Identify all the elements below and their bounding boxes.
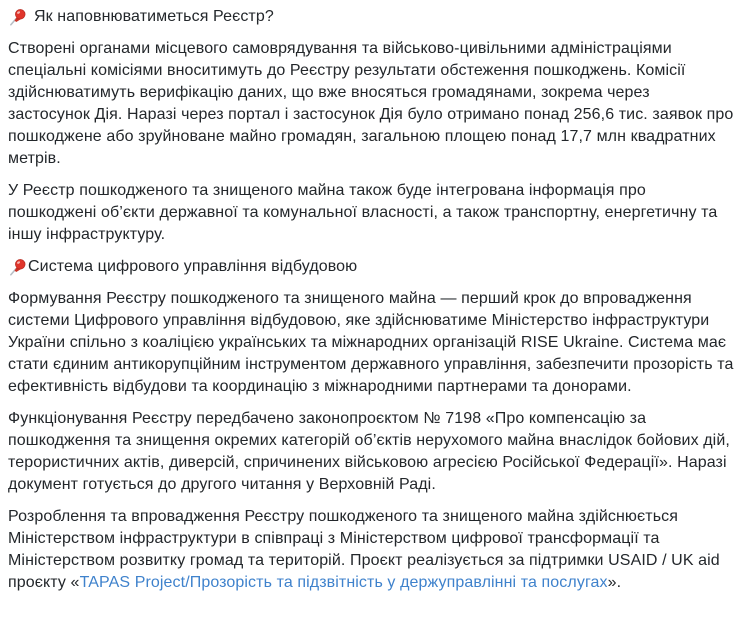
paragraph-state-property: У Реєстр пошкодженого та знищеного майна також буде інтегрована інформація про пошкоджені об’єкти державної та комунальної власності, а також транспортну, енергетичну та іншу інфраструктуру.	[8, 182, 718, 243]
paragraph-commissions: Створені органами місцевого самоврядування та військово-цивільними адміністраціями спеціальні комісіями вноситимуть до Реєстру результати обстеження пошкоджень. Комісії здійснюватимуть верифікацію даних, що вже вносяться громадянами, зокрема через застосунок Дія. Наразі через портал і застосунок Дія було отримано понад 256,6 тис. заявок про пошкоджене або зруйноване майно громадян, загальною площею понад 17,7 млн квадратних метрів.	[8, 40, 734, 167]
paragraph-text-after-link: ».	[607, 574, 622, 591]
paragraph-development-partners	[8, 506, 736, 594]
pushpin-icon	[8, 8, 27, 27]
paragraph-draft-law: Функціонування Реєстру передбачено законопроєктом № 7198 «Про компенсацію за пошкодження та знищення окремих категорій об’єктів нерухомого майна внаслідок бойових дій, терористичних актів, диверсій, спричинених військовою агресією Російської Федерації». Наразі документ готується до другого читання у Верховній Раді.	[8, 410, 730, 493]
section-heading-registry-filling	[8, 6, 736, 28]
section-heading-digital-management	[8, 256, 736, 278]
heading-text: Система цифрового управління відбудовою	[28, 258, 358, 275]
pushpin-icon	[8, 258, 27, 277]
paragraph-rise-ukraine: Формування Реєстру пошкодженого та знищеного майна — перший крок до впровадження системи Цифрового управління відбудовою, яке здійснюватиме Міністерство інфраструктури України спільно з коаліцією українських та міжнародних організацій RISE Ukraine. Система має стати єдиним антикорупційним інструментом державного управління, забезпечити прозорість та ефективність відбудови та координацію з міжнародними партнерами та донорами.	[8, 290, 734, 395]
heading-text: Як наповнюватиметься Реєстр?	[34, 8, 274, 25]
tapas-project-link[interactable]: TAPAS Project/Прозорість та підзвітність у держуправлінні та послугах	[79, 574, 608, 591]
paragraph-text-before-link: Розроблення та впровадження Реєстру пошкодженого та знищеного майна здійснюється Міністерством інфраструктури в співпраці з Міністерством цифрової трансформації та Міністерством розвитку громад та територій. Проєкт реалізується за підтримки USAID / UK aid проєкту «	[8, 508, 720, 591]
